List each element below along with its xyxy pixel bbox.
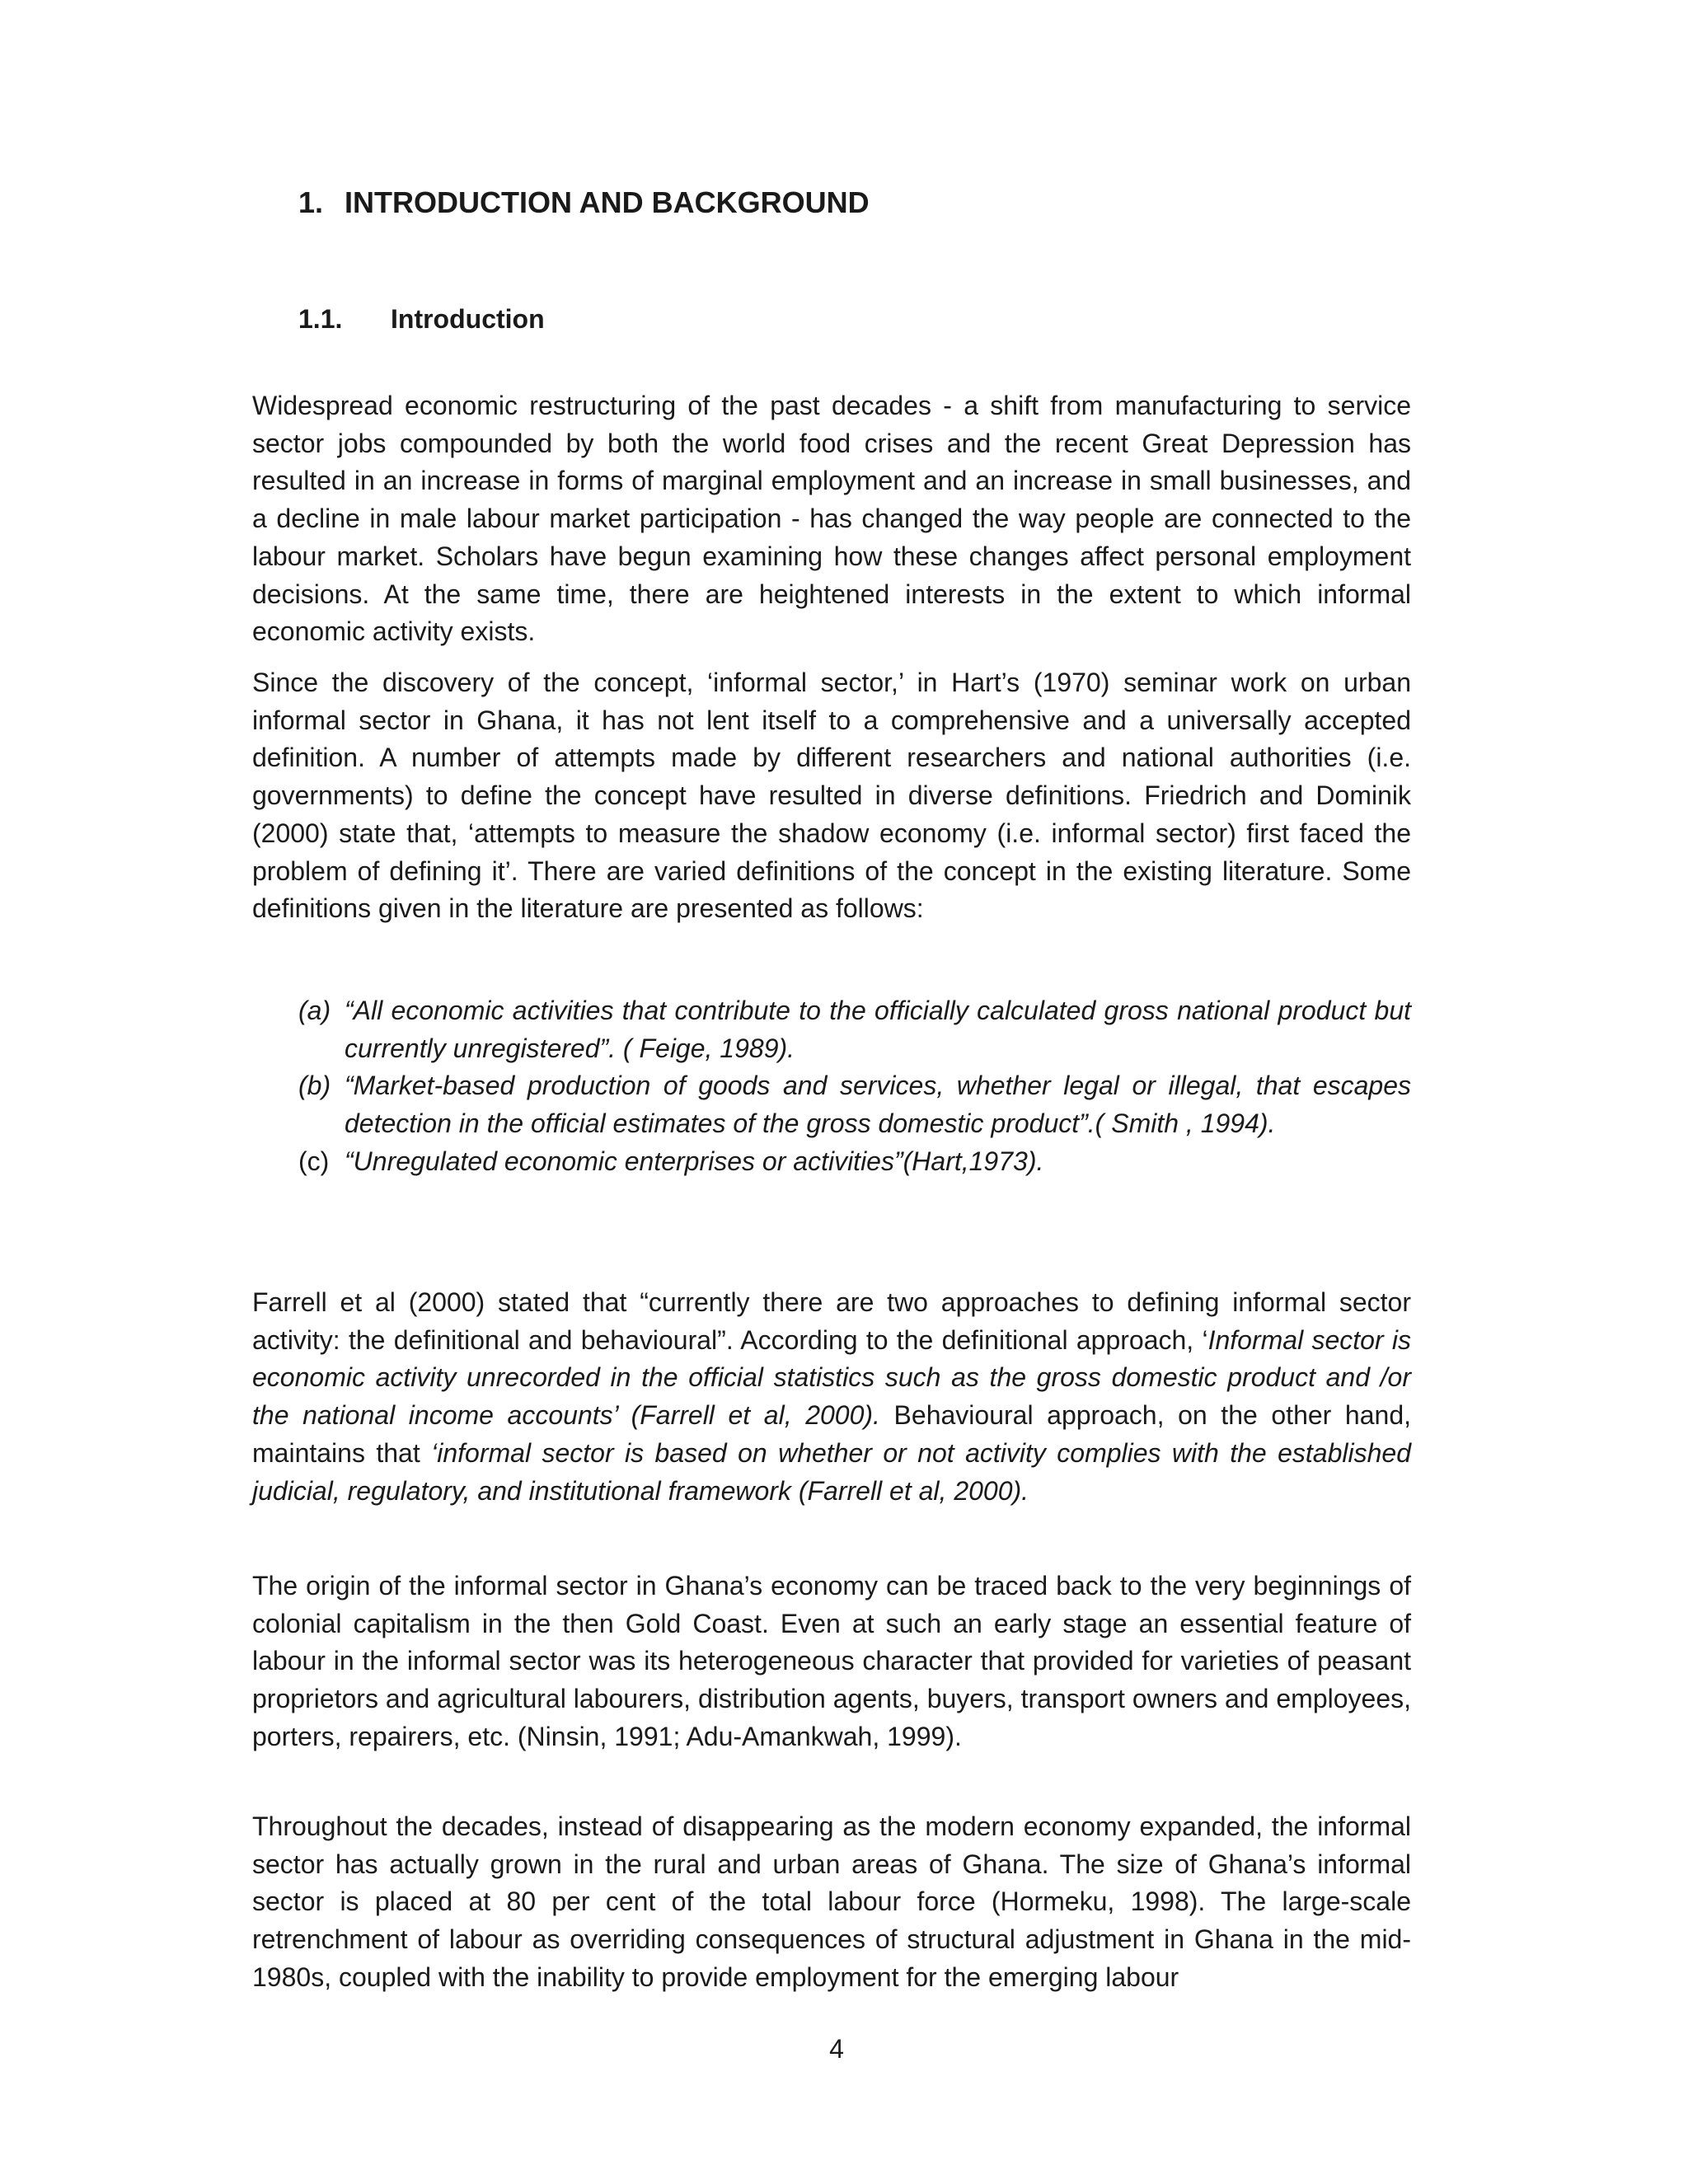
- paragraph-5: Throughout the decades, instead of disappearing as the modern economy expanded, the informal sector has actually grown in the rural and urban areas of Ghana. The size of Ghana’s informal sector is placed at 80 per cent of the total labour force (Hormeku, 1998). The large-scale retrenchment of labour as overriding consequences of structural adjustment in Ghana in the mid-1980s, coupled with the inability to provide employment for the emerging labour: [252, 1811, 1411, 1992]
- definition-label: (a): [298, 996, 331, 1025]
- definition-text: “Unregulated economic enterprises or activities”(Hart,1973).: [345, 1146, 1044, 1176]
- section-title: INTRODUCTION AND BACKGROUND: [345, 185, 870, 219]
- subsection-heading: [298, 302, 545, 336]
- definition-text: “Market-based production of goods and services, whether legal or illegal, that escapes detection in the official estimates of the gross domestic product”.( Smith , 1994).: [345, 1071, 1411, 1139]
- paragraph-2: Since the discovery of the concept, ‘informal sector,’ in Hart’s (1970) seminar work on urban informal sector in Ghana, it has not lent itself to a comprehensive and a universally accepted definition. A number of attempts made by different researchers and national authorities (i.e. governments) to define the concept have resulted in diverse definitions. Friedrich and Dominik (2000) state that, ‘attempts to measure the shadow economy (i.e. informal sector) first faced the problem of defining it’. There are varied definitions of the concept in the existing literature. Some definitions given in the literature are presented as follows:: [252, 668, 1411, 924]
- paragraph-4: The origin of the informal sector in Ghana’s economy can be traced back to the very beginnings of colonial capitalism in the then Gold Coast. Even at such an early stage an essential feature of labour in the informal sector was its heterogeneous character that provided for varieties of peasant proprietors and agricultural labourers, distribution agents, buyers, transport owners and employees, porters, repairers, etc. (Ninsin, 1991; Adu-Amankwah, 1999).: [252, 1571, 1411, 1751]
- definition-text: “All economic activities that contribute to the officially calculated gross national product but currently unregistered”. ( Feige, 1989).: [345, 996, 1411, 1063]
- paragraph-3-part-2: Behavioural approach, on the other hand, maintains that: [252, 1400, 1412, 1468]
- subsection-title: Introduction: [391, 304, 545, 334]
- paragraph-1: Widespread economic restructuring of the past decades - a shift from manufacturing to service sector jobs compounded by both the world food crises and the recent Great Depression has resulted in an increase in forms of marginal employment and an increase in small businesses, and a decline in male labour market participation - has changed the way people are connected to the labour market. Scholars have begun examining how these changes affect personal employment decisions. At the same time, there are heightened interests in the extent to which informal economic activity exists.: [252, 391, 1411, 647]
- definition-item-c: [298, 1143, 1411, 1181]
- definition-item-a: [298, 992, 1411, 1067]
- paragraph-3-quote-1: Informal sector is economic activity unrecorded in the official statistics such as the gross domestic product and /or the national income accounts’ (Farrell et al, 2000).: [252, 1324, 1412, 1431]
- paragraph-3-part-1: Farrell et al (2000) stated that “currently there are two approaches to defining informal sector activity: the definitional and behavioural”. According to the definitional approach, ‘: [252, 1287, 1411, 1355]
- definitions-list: [298, 992, 1411, 1181]
- paragraph-3-quote-2: ‘informal sector is based on whether or not activity complies with the established judicial, regulatory, and institutional framework (Farrell et al, 2000).: [252, 1437, 1412, 1506]
- section-heading: [298, 183, 870, 223]
- page-number: 4: [829, 2034, 844, 2064]
- paragraph-3: [252, 1284, 1411, 1510]
- definition-label: (b): [298, 1071, 331, 1101]
- definition-label: (c): [298, 1146, 330, 1176]
- subsection-number: 1.1.: [298, 304, 343, 334]
- section-number: 1.: [298, 185, 324, 219]
- definition-item-b: [298, 1067, 1411, 1142]
